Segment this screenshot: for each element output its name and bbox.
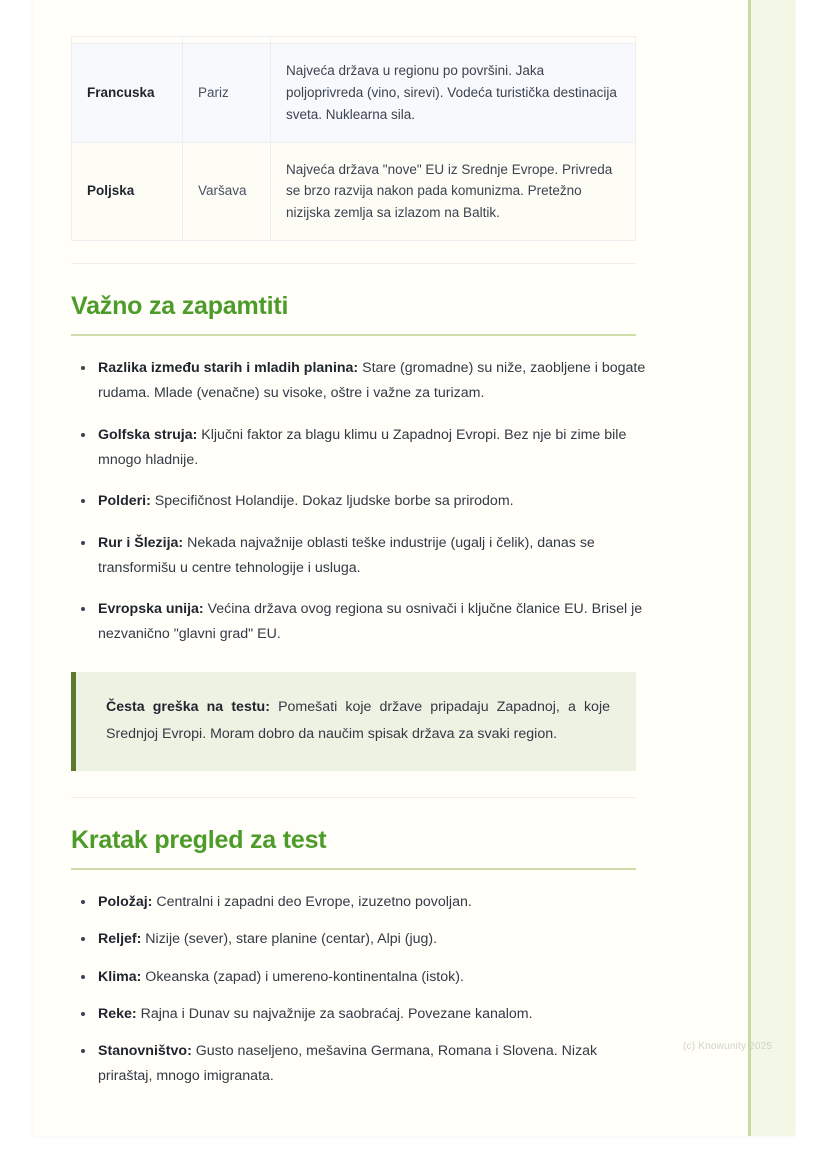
important-notes-list	[71, 356, 646, 648]
country-capital: Pariz	[183, 44, 271, 143]
list-item-text: Većina država ovog regiona su osnivači i ključne članice EU. Brisel je nezvanično "glavni grad" EU.	[98, 601, 643, 643]
copyright-watermark: (c) Knowunity 2025	[683, 1041, 773, 1052]
list-item-term: Klima:	[98, 968, 142, 985]
list-item	[71, 1002, 646, 1027]
callout-term: Česta greška na testu:	[106, 698, 270, 715]
document-content	[71, 0, 671, 1090]
list-item	[71, 423, 646, 474]
section-heading-important: Važno za zapamtiti	[71, 292, 289, 321]
countries-table-body	[72, 37, 636, 241]
list-item-text: Okeanska (zapad) i umereno-kontinentalna (istok).	[141, 968, 464, 985]
heading-underline	[71, 334, 636, 336]
list-item-text: Gusto naseljeno, mešavina Germana, Romana i Slovena. Nizak priraštaj, mnogo imigranata.	[98, 1043, 598, 1085]
list-item-text: Centralni i zapadni deo Evrope, izuzetno povoljan.	[152, 894, 472, 911]
countries-table	[71, 36, 636, 241]
list-item-text: Stare (gromadne) su niže, zaobljene i bogate rudama. Mlade (venačne) su visoke, oštre i važne za turizam.	[98, 360, 646, 402]
list-item-term: Razlika između starih i mladih planina:	[98, 360, 359, 377]
list-item	[71, 1039, 646, 1090]
section-heading-review: Kratak pregled za test	[71, 826, 327, 855]
decorative-green-band	[751, 0, 795, 1136]
country-name: Francuska	[72, 44, 183, 143]
table-row	[72, 142, 636, 241]
list-item	[71, 927, 646, 952]
list-item	[71, 356, 646, 407]
review-list	[71, 890, 646, 1090]
list-item-term: Reljef:	[98, 931, 142, 948]
list-item-text: Nekada najvažnije oblasti teške industrije (ugalj i čelik), danas se transformišu u centre tehnologije i usluga.	[98, 534, 595, 576]
countries-table-wrapper	[71, 36, 636, 241]
list-item-term: Golfska struja:	[98, 426, 198, 443]
section-divider	[71, 797, 636, 798]
table-row-clipped	[72, 37, 636, 44]
list-item-term: Evropska unija:	[98, 601, 204, 618]
exam-warning-callout	[71, 672, 636, 771]
list-item	[71, 965, 646, 990]
list-item-term: Rur i Šlezija:	[98, 534, 184, 551]
document-page	[33, 0, 795, 1136]
table-row	[72, 44, 636, 143]
list-item-text: Nizije (sever), stare planine (centar), Alpi (jug).	[141, 931, 438, 948]
list-item	[71, 890, 646, 915]
list-item-term: Stanovništvo:	[98, 1043, 192, 1060]
list-item-text: Ključni faktor za blagu klimu u Zapadnoj Evropi. Bez nje bi zime bile mnogo hladnije.	[98, 426, 627, 468]
list-item	[71, 597, 646, 648]
list-item-term: Položaj:	[98, 894, 153, 911]
list-item	[71, 531, 646, 582]
callout-text: Pomešati koje države pripadaju Zapadnoj, a koje Srednjoj Evropi. Moram dobro da naučim spisak država za svaki region.	[106, 698, 610, 743]
list-item-term: Polderi:	[98, 493, 151, 510]
list-item	[71, 489, 646, 514]
list-item-text: Specifičnost Holandije. Dokaz ljudske borbe sa prirodom.	[150, 493, 514, 510]
section-divider	[71, 263, 636, 264]
country-capital: Varšava	[183, 142, 271, 241]
list-item-text: Rajna i Dunav su najvažnije za saobraćaj. Povezane kanalom.	[136, 1005, 533, 1022]
list-item-term: Reke:	[98, 1005, 137, 1022]
country-name: Poljska	[72, 142, 183, 241]
country-description: Najveća država "nove" EU iz Srednje Evrope. Privreda se brzo razvija nakon pada komunizma. Pretežno nizijska zemlja sa izlazom na Baltik.	[271, 142, 636, 241]
heading-underline	[71, 868, 636, 870]
country-description: Najveća država u regionu po površini. Jaka poljoprivreda (vino, sirevi). Vodeća turistička destinacija sveta. Nuklearna sila.	[271, 44, 636, 143]
